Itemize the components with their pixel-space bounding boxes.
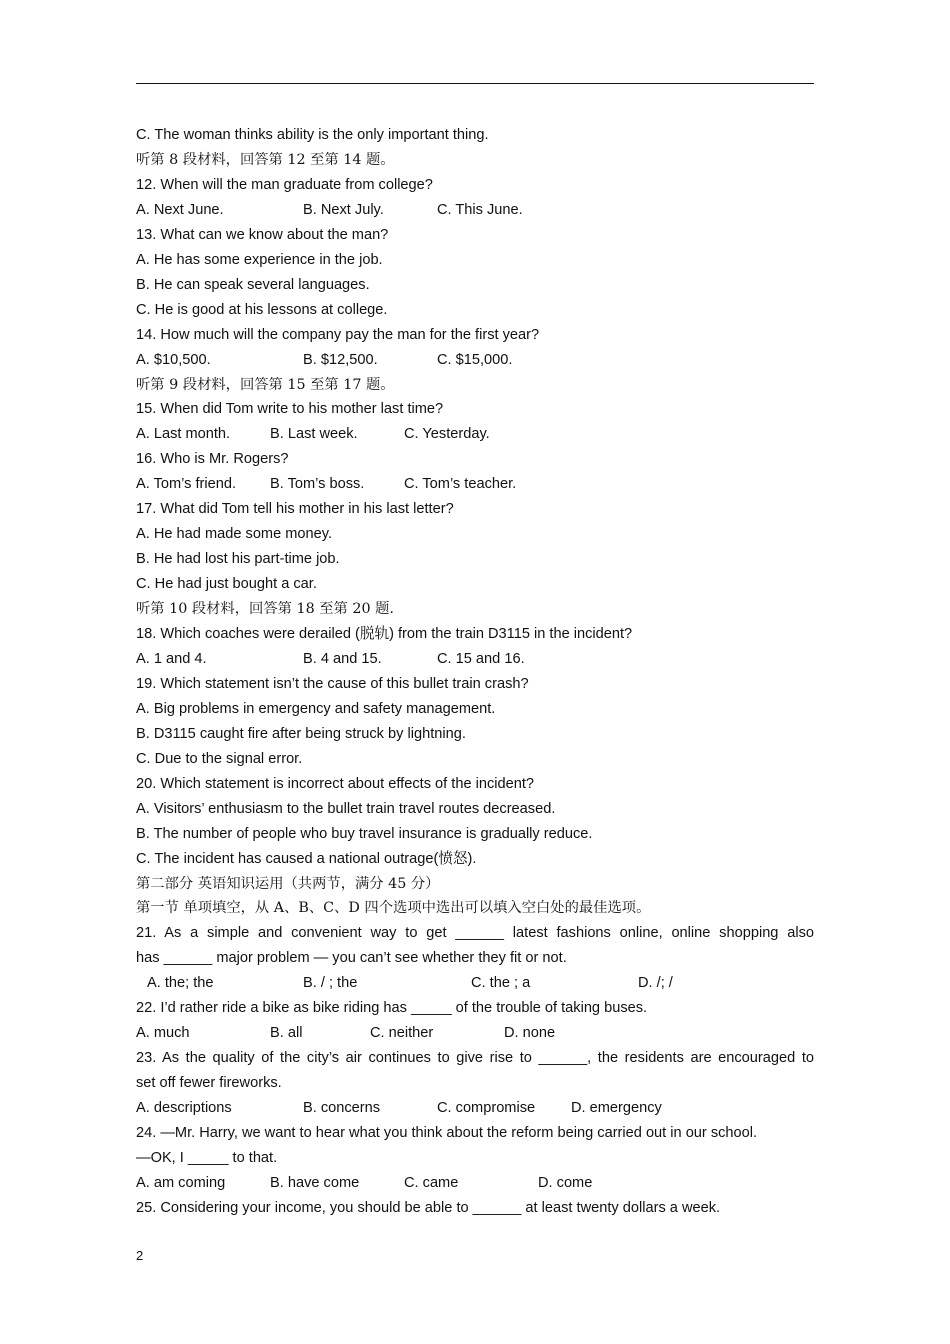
document-line: A. He has some experience in the job. (136, 251, 383, 268)
answer-option: A. am coming (136, 1174, 226, 1191)
answer-option: C. Yesterday. (404, 426, 490, 443)
question-text: 15. When did Tom write to his mother last time? (136, 401, 444, 418)
answer-option: C. 15 and 16. (437, 650, 525, 667)
section-instruction: 听第 8 段材料，回答第 12 至第 14 题。 (136, 151, 395, 168)
answer-option: A. 1 and 4. (136, 650, 207, 667)
document-line: C. Due to the signal error. (136, 750, 303, 767)
answer-option: C. the ; a (471, 975, 531, 992)
question-text: 14. How much will the company pay the man for the first year? (136, 326, 540, 343)
section-instruction: 第二部分 英语知识运用（共两节，满分 45 分） (136, 875, 440, 892)
answer-option: D. come (538, 1174, 593, 1191)
document-line: B. He had lost his part-time job. (136, 551, 340, 568)
answer-option: C. $15,000. (437, 351, 513, 368)
question-text: 19. Which statement isn’t the cause of this bullet train crash? (136, 675, 529, 692)
answer-option: C. came (404, 1174, 459, 1191)
answer-option: A. Next June. (136, 201, 224, 218)
document-line: C. The woman thinks ability is the only important thing. (136, 127, 489, 143)
answer-option: B. 4 and 15. (303, 650, 382, 667)
question-text: 13. What can we know about the man? (136, 226, 389, 243)
answer-option: A. the; the (147, 975, 214, 992)
document-line: B. D3115 caught fire after being struck by lightning. (136, 725, 466, 742)
question-text: 16. Who is Mr. Rogers? (136, 451, 289, 468)
section-instruction: 第一节 单项填空，从 A、B、C、D 四个选项中选出可以填入空白处的最佳选项。 (136, 900, 651, 917)
document-line: has ______ major problem — you can’t see whether they fit or not. (136, 950, 567, 967)
document-line: C. He is good at his lessons at college. (136, 301, 388, 318)
section-instruction: 听第 9 段材料，回答第 15 至第 17 题。 (136, 376, 395, 393)
answer-option: B. Tom’s boss. (270, 476, 365, 493)
document-line: B. He can speak several languages. (136, 276, 370, 293)
answer-option: A. Tom’s friend. (136, 476, 237, 493)
question-text: 24. —Mr. Harry, we want to hear what you think about the reform being carried out in our school. (136, 1125, 758, 1141)
question-text: 25. Considering your income, you should be able to ______ at least twenty dollars a week. (136, 1199, 721, 1216)
answer-option: B. Last week. (270, 426, 358, 443)
answer-option: A. descriptions (136, 1100, 232, 1117)
document-line: —OK, I _____ to that. (136, 1149, 278, 1166)
answer-option: C. Tom’s teacher. (404, 476, 517, 493)
answer-option: B. have come (270, 1174, 360, 1191)
question-text: 23. As the quality of the city’s air continues to give rise to ______, the residents are encouraged to (136, 1050, 814, 1067)
document-line: set off fewer fireworks. (136, 1075, 282, 1092)
answer-option: D. emergency (571, 1100, 662, 1117)
answer-option: B. concerns (303, 1100, 381, 1117)
section-instruction: 听第 10 段材料，回答第 18 至第 20 题. (136, 601, 394, 618)
document-line: C. He had just bought a car. (136, 576, 317, 593)
answer-option: C. neither (370, 1025, 434, 1042)
answer-option: B. all (270, 1025, 303, 1042)
answer-option: B. / ; the (303, 975, 358, 992)
document-line: A. Big problems in emergency and safety management. (136, 700, 496, 717)
header-rule (136, 83, 814, 84)
question-text: 21. As a simple and convenient way to get ______ latest fashions online, online shopping also (136, 925, 814, 942)
document-line: B. The number of people who buy travel insurance is gradually reduce. (136, 825, 593, 842)
answer-option: B. $12,500. (303, 351, 378, 368)
document-line: A. Visitors’ enthusiasm to the bullet train travel routes decreased. (136, 800, 556, 817)
question-text: 12. When will the man graduate from college? (136, 176, 433, 193)
answer-option: A. Last month. (136, 426, 231, 443)
question-text: 18. Which coaches were derailed (脱轨) from the train D3115 in the incident? (136, 626, 633, 642)
answer-option: D. /; / (638, 975, 673, 992)
answer-option: B. Next July. (303, 201, 384, 218)
answer-option: C. compromise (437, 1100, 536, 1117)
answer-option: D. none (504, 1025, 556, 1042)
answer-option: C. This June. (437, 201, 523, 218)
question-text: 17. What did Tom tell his mother in his last letter? (136, 501, 454, 518)
document-line: A. He had made some money. (136, 526, 333, 543)
answer-option: A. $10,500. (136, 351, 211, 368)
answer-option: A. much (136, 1025, 190, 1042)
question-text: 22. I’d rather ride a bike as bike riding has _____ of the trouble of taking buses. (136, 1000, 648, 1017)
page-number: 2 (136, 1248, 144, 1263)
document-line: C. The incident has caused a national outrage(愤怒). (136, 850, 477, 867)
question-text: 20. Which statement is incorrect about effects of the incident? (136, 775, 535, 792)
